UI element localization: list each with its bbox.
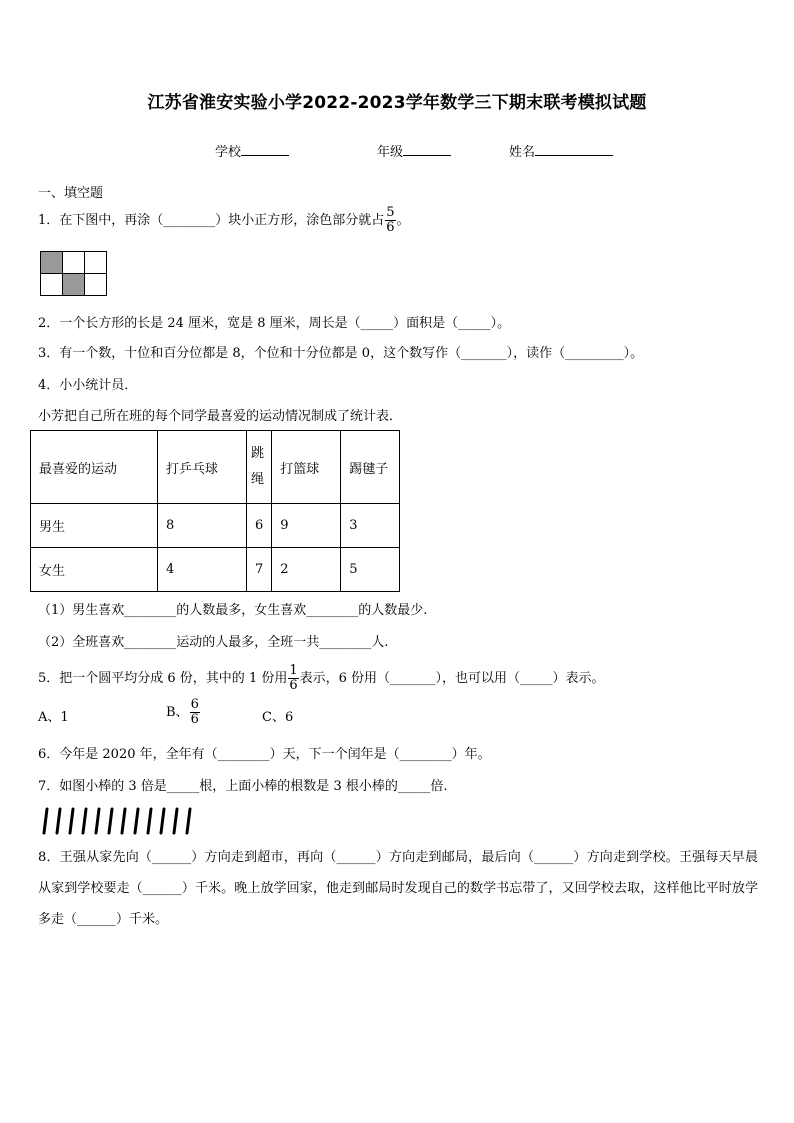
grid-cell: [41, 274, 63, 296]
table-cell: 女生: [31, 548, 158, 592]
question-4-desc: 小芳把自己所在班的每个同学最喜爱的运动情况制成了统计表．: [38, 409, 403, 424]
q5-post: 表示，6 份用（_______），也可以用（_____）表示。: [299, 671, 605, 686]
grade-blank[interactable]: [403, 143, 451, 156]
q5-pre: 5．把一个圆平均分成 6 份，其中的 1 份用: [38, 671, 288, 686]
table-header-cell: 跳绳: [247, 431, 272, 504]
table-cell: 5: [341, 548, 400, 592]
grid-cell-shaded: [41, 252, 63, 274]
option-c: C、6: [262, 710, 294, 725]
option-b-fraction: [190, 698, 200, 727]
section-heading: 一、填空题: [38, 186, 104, 201]
grid-cell: [63, 252, 85, 274]
grid-cell-shaded: [63, 274, 85, 296]
option-a: A、1: [38, 710, 69, 725]
table-header-cell: 踢毽子: [341, 431, 400, 504]
question-2: 2．一个长方形的长是 24 厘米，宽是 8 厘米，周长是（_____）面积是（_____）。: [38, 316, 511, 331]
question-4-sub-2: （2）全班喜欢________运动的人最多，全班一共________人.: [38, 635, 389, 650]
name-blank[interactable]: [535, 143, 613, 156]
sticks-image: [38, 806, 198, 836]
table-row: [31, 504, 400, 548]
table-cell: 6: [247, 504, 272, 548]
table-cell: 4: [158, 548, 247, 592]
table-header-cell: 打篮球: [272, 431, 341, 504]
name-label: 姓名: [509, 145, 536, 160]
school-blank[interactable]: [241, 143, 289, 156]
grade-field: [377, 141, 451, 160]
question-3: 3．有一个数，十位和百分位都是 8，个位和十分位都是 0，这个数写作（_______），读作（_________）。: [38, 346, 644, 361]
q5-frac-den: 6: [289, 678, 298, 693]
grade-label: 年级: [377, 145, 404, 160]
option-b-label: B、: [166, 705, 189, 720]
table-cell: 2: [272, 548, 341, 592]
name-field: [509, 141, 613, 160]
q1-frac-den: 6: [386, 220, 395, 235]
q1-text: 1．在下图中，再涂（________）块小正方形，涂色部分就占: [38, 213, 385, 228]
q5-fraction: [288, 664, 298, 693]
option-b: [166, 698, 201, 727]
table-cell: 3: [341, 504, 400, 548]
question-6: 6．今年是 2020 年，全年有（________）天，下一个闰年是（________）年。: [38, 747, 491, 762]
table-row: [31, 548, 400, 592]
question-5: [38, 664, 605, 693]
option-b-num: 6: [190, 697, 199, 712]
option-b-den: 6: [190, 712, 199, 727]
page-title: 江苏省淮安实验小学2022-2023学年数学三下期末联考模拟试题: [147, 93, 647, 113]
table-header-cell: 最喜爱的运动: [31, 431, 158, 504]
q5-frac-num: 1: [289, 663, 298, 678]
question-7: 7．如图小棒的 3 倍是_____根，上面小棒的根数是 3 根小棒的_____倍.: [38, 779, 448, 794]
table-header-cell: 打乒乓球: [158, 431, 247, 504]
question-4-sub-1: （1）男生喜欢________的人数最多，女生喜欢________的人数最少.: [38, 603, 428, 618]
q1-end: 。: [396, 213, 410, 228]
table-cell: 7: [247, 548, 272, 592]
question-4-title: 4．小小统计员．: [38, 378, 138, 393]
table-cell: 8: [158, 504, 247, 548]
q1-fraction: [385, 206, 395, 235]
sports-stat-table: [30, 430, 400, 592]
square-grid: [40, 251, 107, 296]
grid-cell: [85, 274, 107, 296]
school-label: 学校: [215, 145, 242, 160]
grid-cell: [85, 252, 107, 274]
table-cell: 男生: [31, 504, 158, 548]
table-header-row: [31, 431, 400, 504]
school-field: [215, 141, 289, 160]
q1-frac-num: 5: [386, 205, 395, 220]
table-cell: 9: [272, 504, 341, 548]
question-8: 8．王强从家先向（______）方向走到超市，再向（______）方向走到邮局，最后向（______）方向走到学校。王强每天早晨从家到学校要走（______）千米。晚上放学回家，他走到邮局时发现自己的数学书忘带了，又回学校去取，这样他比平时放学多走（______）千米。: [38, 850, 758, 927]
question-1: [38, 206, 410, 235]
